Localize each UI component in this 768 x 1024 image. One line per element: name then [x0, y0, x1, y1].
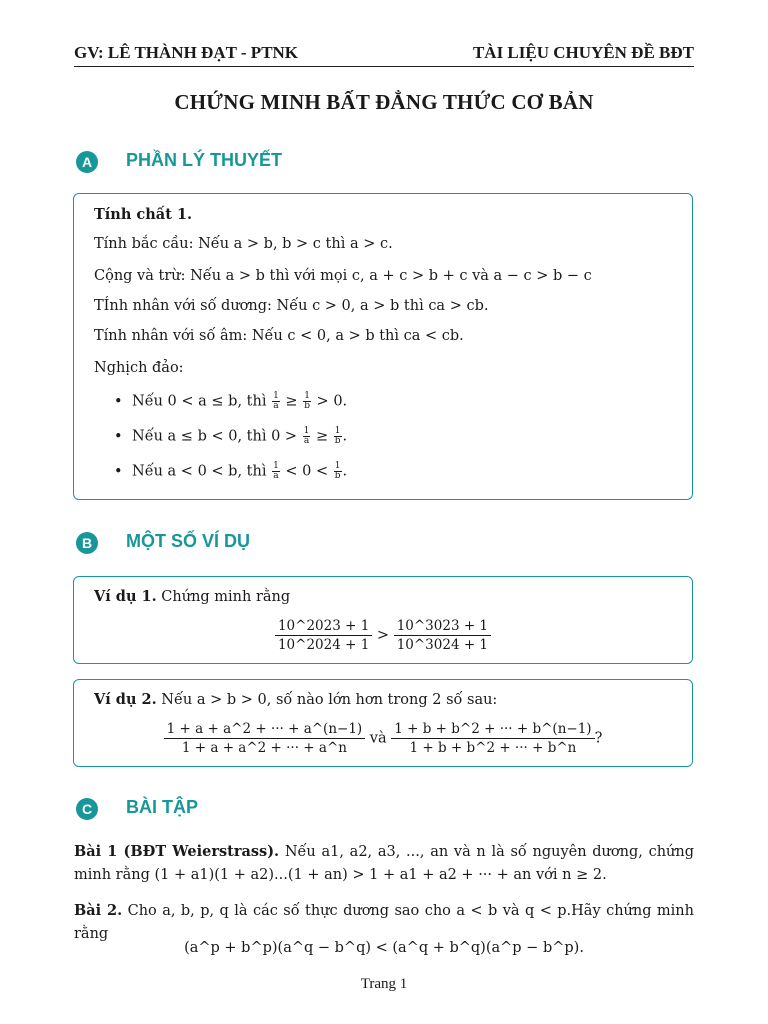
example-2-statement: Ví dụ 2. Nếu a > b > 0, số nào lớn hơn trong 2 số sau:	[94, 691, 498, 708]
section-badge: B	[76, 532, 98, 554]
page-title: CHỨNG MINH BẤT ĐẲNG THỨC CƠ BẢN	[174, 90, 594, 114]
example-1-box	[73, 576, 693, 664]
fraction: $\frac{1}{a}$	[273, 461, 279, 481]
example-1-equation: $\frac{10\^{}2023 + 1}{10\^{}2024 + 1}$ > $\frac{10\^{}3023 + 1}{10\^{}3024 + 1}$	[74, 617, 692, 654]
section-label: MỘT SỐ VÍ DỤ	[126, 531, 251, 551]
theory-heading: Tính chất 1.	[94, 206, 193, 223]
theory-box	[73, 193, 693, 500]
fraction: $\frac{1 + b + b\^{}2 + \cdot\cdot\cdot + b\^{}(n-1)}{1 + b + b\^{}2 + \cdot\cdot\cdot + b\^{}n}$	[391, 720, 594, 757]
theory-line: Cộng và trừ: Nếu a > b thì với mọi c, a + c > b + c và a − c > b − c	[94, 268, 592, 284]
section-badge: A	[76, 151, 98, 173]
theory-line: Tính nhân với số âm: Nếu c < 0, a > b thì ca < cb.	[94, 328, 464, 344]
inverse-bullet: • Nếu a ≤ b < 0, thì 0 > $\frac{1}{a}$ ≥ $\frac{1}{b}$ .	[114, 426, 348, 446]
fraction: $\frac{10\^{}3023 + 1}{10\^{}3024 + 1}$	[394, 617, 491, 654]
theory-line: TÍnh nhân với số dương: Nếu c > 0, a > b thì ca > cb.	[94, 298, 489, 314]
exercise-2: Bài 2. Cho a, b, p, q là các số thực dương sao cho a < b và q < p.Hãy chứng minh rằng	[74, 902, 694, 942]
inverse-bullet: • Nếu a < 0 < b, thì $\frac{1}{a}$ < 0 < $\frac{1}{b}$ .	[114, 461, 348, 481]
fraction: $\frac{1}{b}$	[334, 426, 341, 446]
theory-line: Nghịch đảo:	[94, 360, 184, 376]
header-series: TÀI LIỆU CHUYÊN ĐỀ BĐT	[472, 43, 694, 62]
fraction: $\frac{1}{a}$	[273, 391, 279, 411]
exercise-1: Bài 1 (BĐT Weierstrass). Nếu a1, a2, a3, ..., an và n là số nguyên dương, chứng minh rằng (1 + a1)(1 + a2)...(1 + an) > 1 + a1 + a2 + ··· + an với n ≥ 2.	[74, 843, 694, 883]
fraction: $\frac{1}{b}$	[304, 391, 310, 411]
section-label: BÀI TẬP	[126, 797, 198, 817]
theory-line: Tính bắc cầu: Nếu a > b, b > c thì a > c.	[94, 236, 393, 252]
fraction: $\frac{10\^{}2023 + 1}{10\^{}2024 + 1}$	[275, 617, 372, 654]
example-2-box	[73, 679, 693, 767]
fraction: $\frac{1 + a + a\^{}2 + \cdot\cdot\cdot + a\^{}(n-1)}{1 + a + a\^{}2 + \cdot\cdot\cdot + a\^{}n}$	[164, 720, 366, 757]
section-label: PHẦN LÝ THUYẾT	[126, 150, 283, 170]
example-2-equation: $\frac{1 + a + a\^{}2 + \cdot\cdot\cdot + a\^{}(n-1)}{1 + a + a\^{}2 + \cdot\cdot\cdot + a\^{}n}$ và $\frac{1 + b + b\^{}2 + \cdot\cdot\cdot + b\^{}(n-1)}{1 + b + b\^{}2 + \cdot\cdot\cdot + b\^{}n}$ ?	[74, 720, 692, 757]
header-author: GV: LÊ THÀNH ĐẠT - PTNK	[74, 43, 299, 62]
example-1-statement: Ví dụ 1. Chứng minh rằng	[94, 588, 291, 605]
fraction: $\frac{1}{a}$	[303, 426, 310, 446]
fraction: $\frac{1}{b}$	[334, 461, 341, 481]
inverse-bullet: • Nếu 0 < a ≤ b, thì $\frac{1}{a}$ ≥ $\frac{1}{b}$ > 0.	[114, 391, 348, 411]
exercise-2-equation: (a^p + b^p)(a^q − b^q) < (a^q + b^q)(a^p − b^p).	[184, 940, 584, 956]
page-header	[74, 40, 694, 67]
section-badge: C	[76, 798, 98, 820]
page-number: Trang 1	[360, 976, 408, 992]
